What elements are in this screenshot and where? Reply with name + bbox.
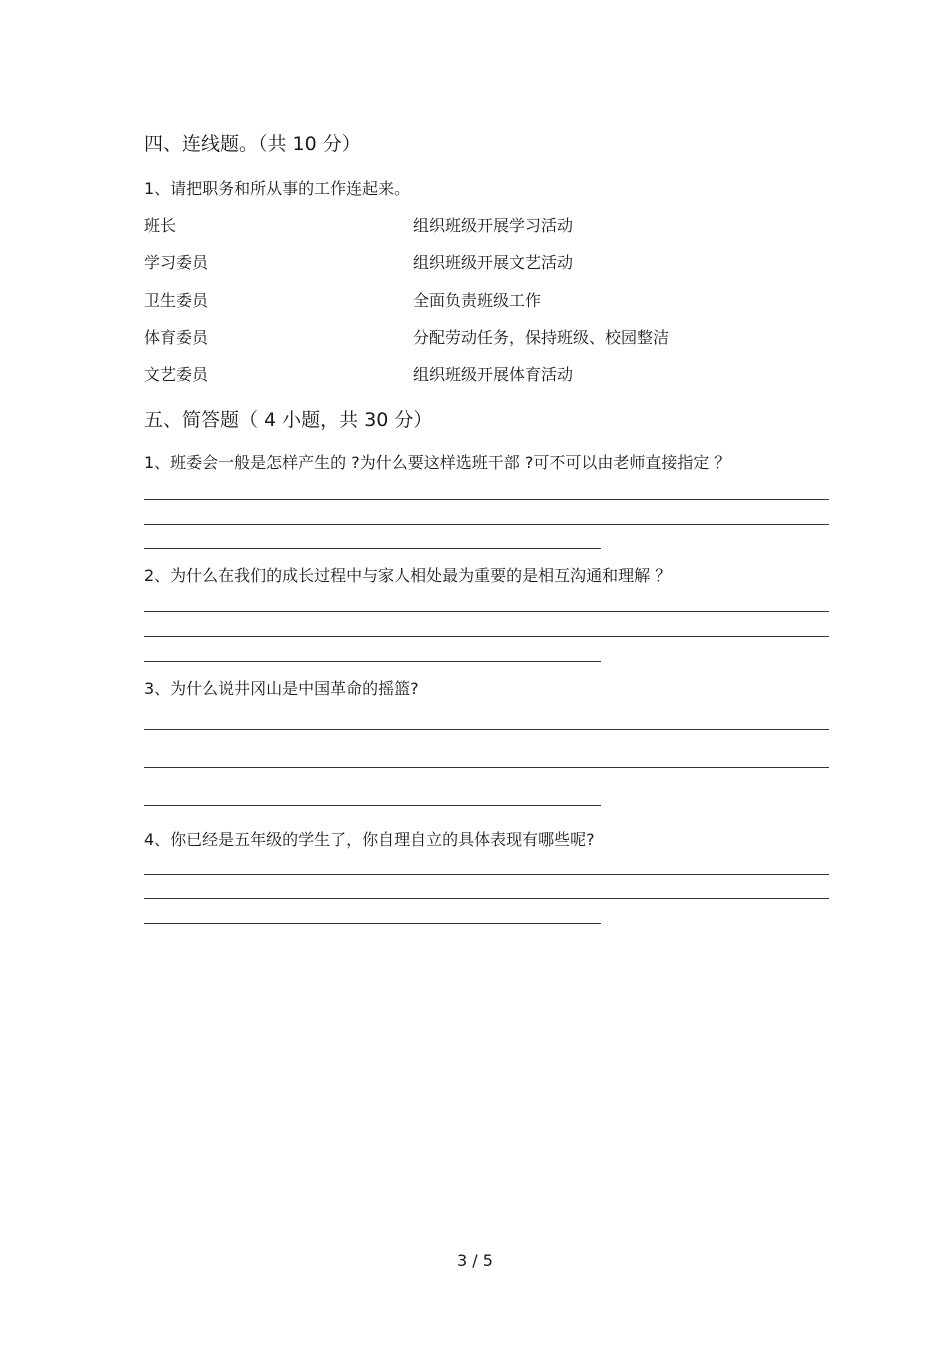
match-right-item: 组织班级开展文艺活动	[413, 253, 574, 272]
answer-line[interactable]	[144, 661, 601, 662]
matching-question: 1、请把职务和所从事的工作连起来。	[144, 179, 411, 198]
answer-line[interactable]	[144, 636, 829, 637]
match-left-item: 文艺委员	[144, 365, 209, 384]
answer-line[interactable]	[144, 923, 601, 924]
answer-line[interactable]	[144, 805, 601, 806]
match-right-item: 全面负责班级工作	[413, 291, 542, 310]
answer-line[interactable]	[144, 767, 829, 768]
page-number: 3 / 5	[457, 1251, 493, 1270]
answer-line[interactable]	[144, 548, 601, 549]
answer-line[interactable]	[144, 729, 829, 730]
section-4-title: 四、连线题。（共 10 分）	[144, 133, 361, 155]
match-left-item: 学习委员	[144, 253, 209, 272]
answer-line[interactable]	[144, 874, 829, 875]
match-right-item: 分配劳动任务，保持班级、校园整洁	[413, 328, 670, 347]
answer-line[interactable]	[144, 499, 829, 500]
short-answer-question: 4、你已经是五年级的学生了，你自理自立的具体表现有哪些呢?	[144, 830, 595, 849]
match-right-item: 组织班级开展体育活动	[413, 365, 574, 384]
section-5-title: 五、简答题（ 4 小题，共 30 分）	[144, 409, 433, 431]
answer-line[interactable]	[144, 524, 829, 525]
short-answer-question: 3、为什么说井冈山是中国革命的摇篮?	[144, 679, 419, 698]
match-left-item: 体育委员	[144, 328, 209, 347]
short-answer-question: 2、为什么在我们的成长过程中与家人相处最为重要的是相互沟通和理解 ？	[144, 566, 672, 585]
match-right-item: 组织班级开展学习活动	[413, 216, 574, 235]
match-left-item: 卫生委员	[144, 291, 209, 310]
short-answer-question: 1、班委会一般是怎样产生的 ?为什么要这样选班干部 ?可不可以由老师直接指定 ？	[144, 453, 731, 472]
answer-line[interactable]	[144, 898, 829, 899]
match-left-item: 班长	[144, 216, 177, 235]
answer-line[interactable]	[144, 611, 829, 612]
